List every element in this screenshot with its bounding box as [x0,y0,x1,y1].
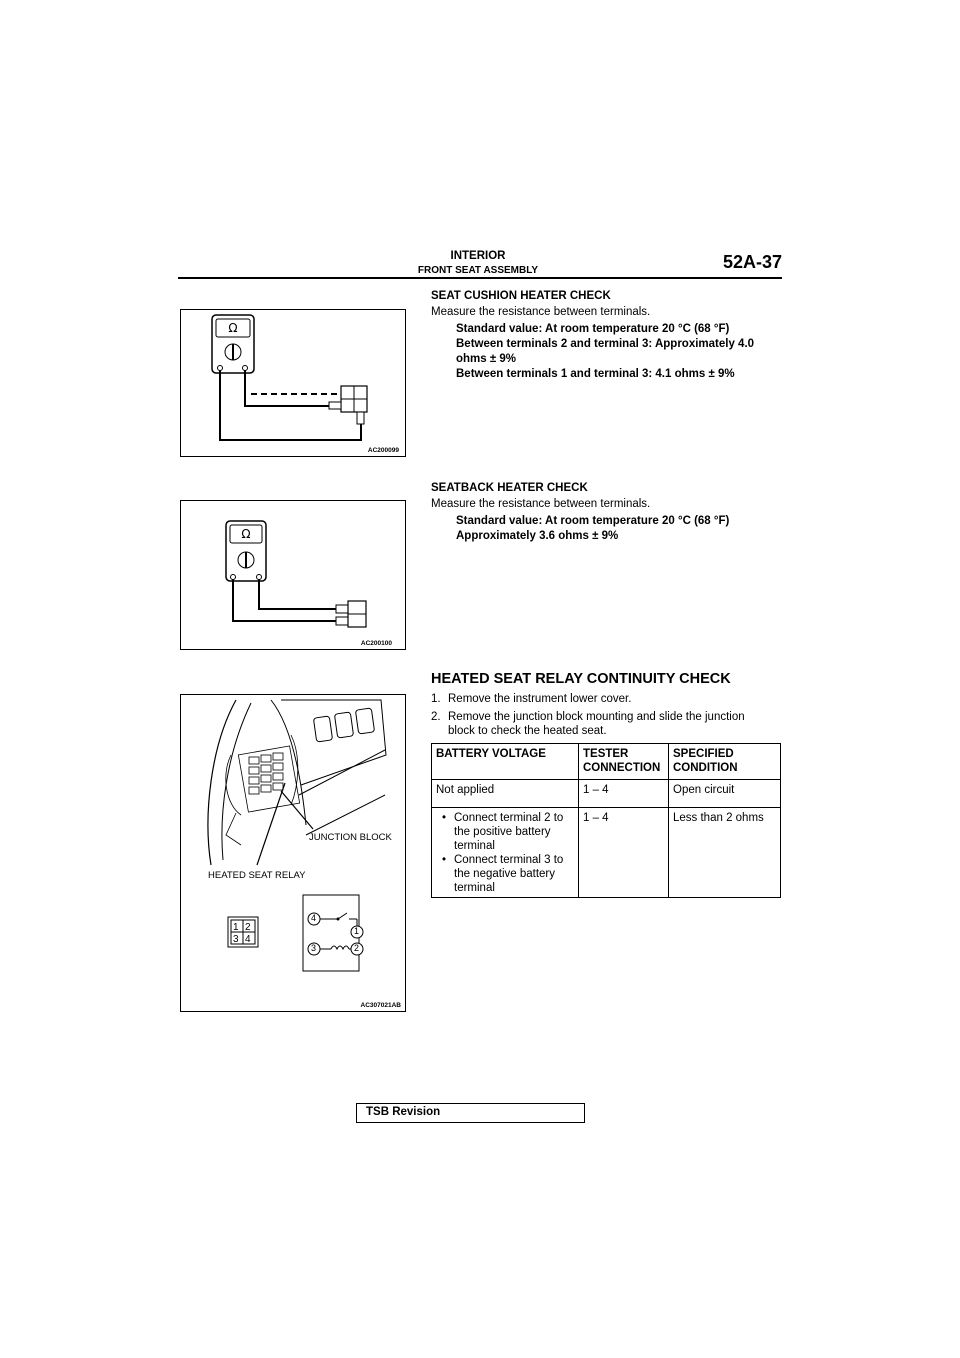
step-2-line2: block to check the heated seat. [448,725,607,737]
section-subtitle: FRONT SEAT ASSEMBLY [417,265,539,276]
header-tester-connection: TESTER CONNECTION [579,744,669,780]
step-1-text: Remove the instrument lower cover. [448,693,632,705]
figure-code: AC200100 [360,640,392,647]
circuit-terminal-2: 2 [354,943,360,953]
cushion-std-line4: Between terminals 1 and terminal 3: 4.1 ohms ± 9% [456,368,735,380]
cushion-std-line2: Between terminals 2 and terminal 3: Approximately 4.0 [456,338,755,350]
seatback-std-line1: Standard value: At room temperature 20 °C (68 °F) [456,515,730,527]
continuity-spec-table [431,743,781,898]
cell-voltage [432,808,579,898]
svg-text:Ω: Ω [241,527,251,541]
figure-heated-seat-relay [180,694,406,1012]
svg-text:Ω: Ω [228,321,238,335]
cell-condition: Open circuit [669,780,781,808]
bullet-terminal-2: • Connect terminal 2 to the positive battery terminal [454,811,574,853]
circuit-terminal-1: 1 [354,926,360,936]
cell-condition: Less than 2 ohms [669,808,781,898]
terminal-grid-3: 3 [233,934,239,945]
seatback-std-line2: Approximately 3.6 ohms ± 9% [456,530,619,542]
step-1-number: 1. [431,693,441,705]
cushion-std-line3: ohms ± 9% [456,353,516,365]
header-battery-voltage: BATTERY VOLTAGE [432,744,579,780]
step-2-line1: Remove the junction block mounting and slide the junction [448,711,745,723]
header-rule [178,277,782,279]
cell-voltage: Not applied [432,780,579,808]
figure-cushion-heater-check [180,309,406,457]
relay-location-diagram [181,695,405,1011]
terminal-grid-1: 1 [233,922,239,933]
cushion-std-line1: Standard value: At room temperature 20 °C (68 °F) [456,323,730,335]
section-title: INTERIOR [450,250,506,262]
relay-heading: HEATED SEAT RELAY CONTINUITY CHECK [431,671,731,687]
terminal-grid-2: 2 [245,922,251,933]
label-junction-block: JUNCTION BLOCK [309,832,392,843]
table-header-row [432,744,781,780]
circuit-terminal-3: 3 [311,943,317,953]
figure-seatback-heater-check [180,500,406,650]
multimeter-diagram-2 [181,501,405,649]
circuit-terminal-4: 4 [311,913,317,923]
tsb-revision-box: TSB Revision [356,1103,585,1123]
cushion-heading: SEAT CUSHION HEATER CHECK [431,290,611,302]
multimeter-diagram-1 [181,310,405,456]
cushion-intro: Measure the resistance between terminals. [431,306,651,318]
label-heated-seat-relay: HEATED SEAT RELAY [208,870,306,881]
seatback-heading: SEATBACK HEATER CHECK [431,482,588,494]
table-row [432,780,781,808]
step-2-number: 2. [431,711,441,723]
cell-connection: 1 – 4 [579,780,669,808]
page-number: 52A-37 [722,252,782,272]
figure-code: AC307021AB [360,1002,401,1009]
table-row [432,808,781,898]
bullet-terminal-3: • Connect terminal 3 to the negative battery terminal [454,853,574,895]
cell-connection: 1 – 4 [579,808,669,898]
figure-code: AC200099 [367,447,399,454]
header-specified-condition: SPECIFIED CONDITION [669,744,781,780]
terminal-grid-4: 4 [245,934,251,945]
seatback-intro: Measure the resistance between terminals. [431,498,651,510]
